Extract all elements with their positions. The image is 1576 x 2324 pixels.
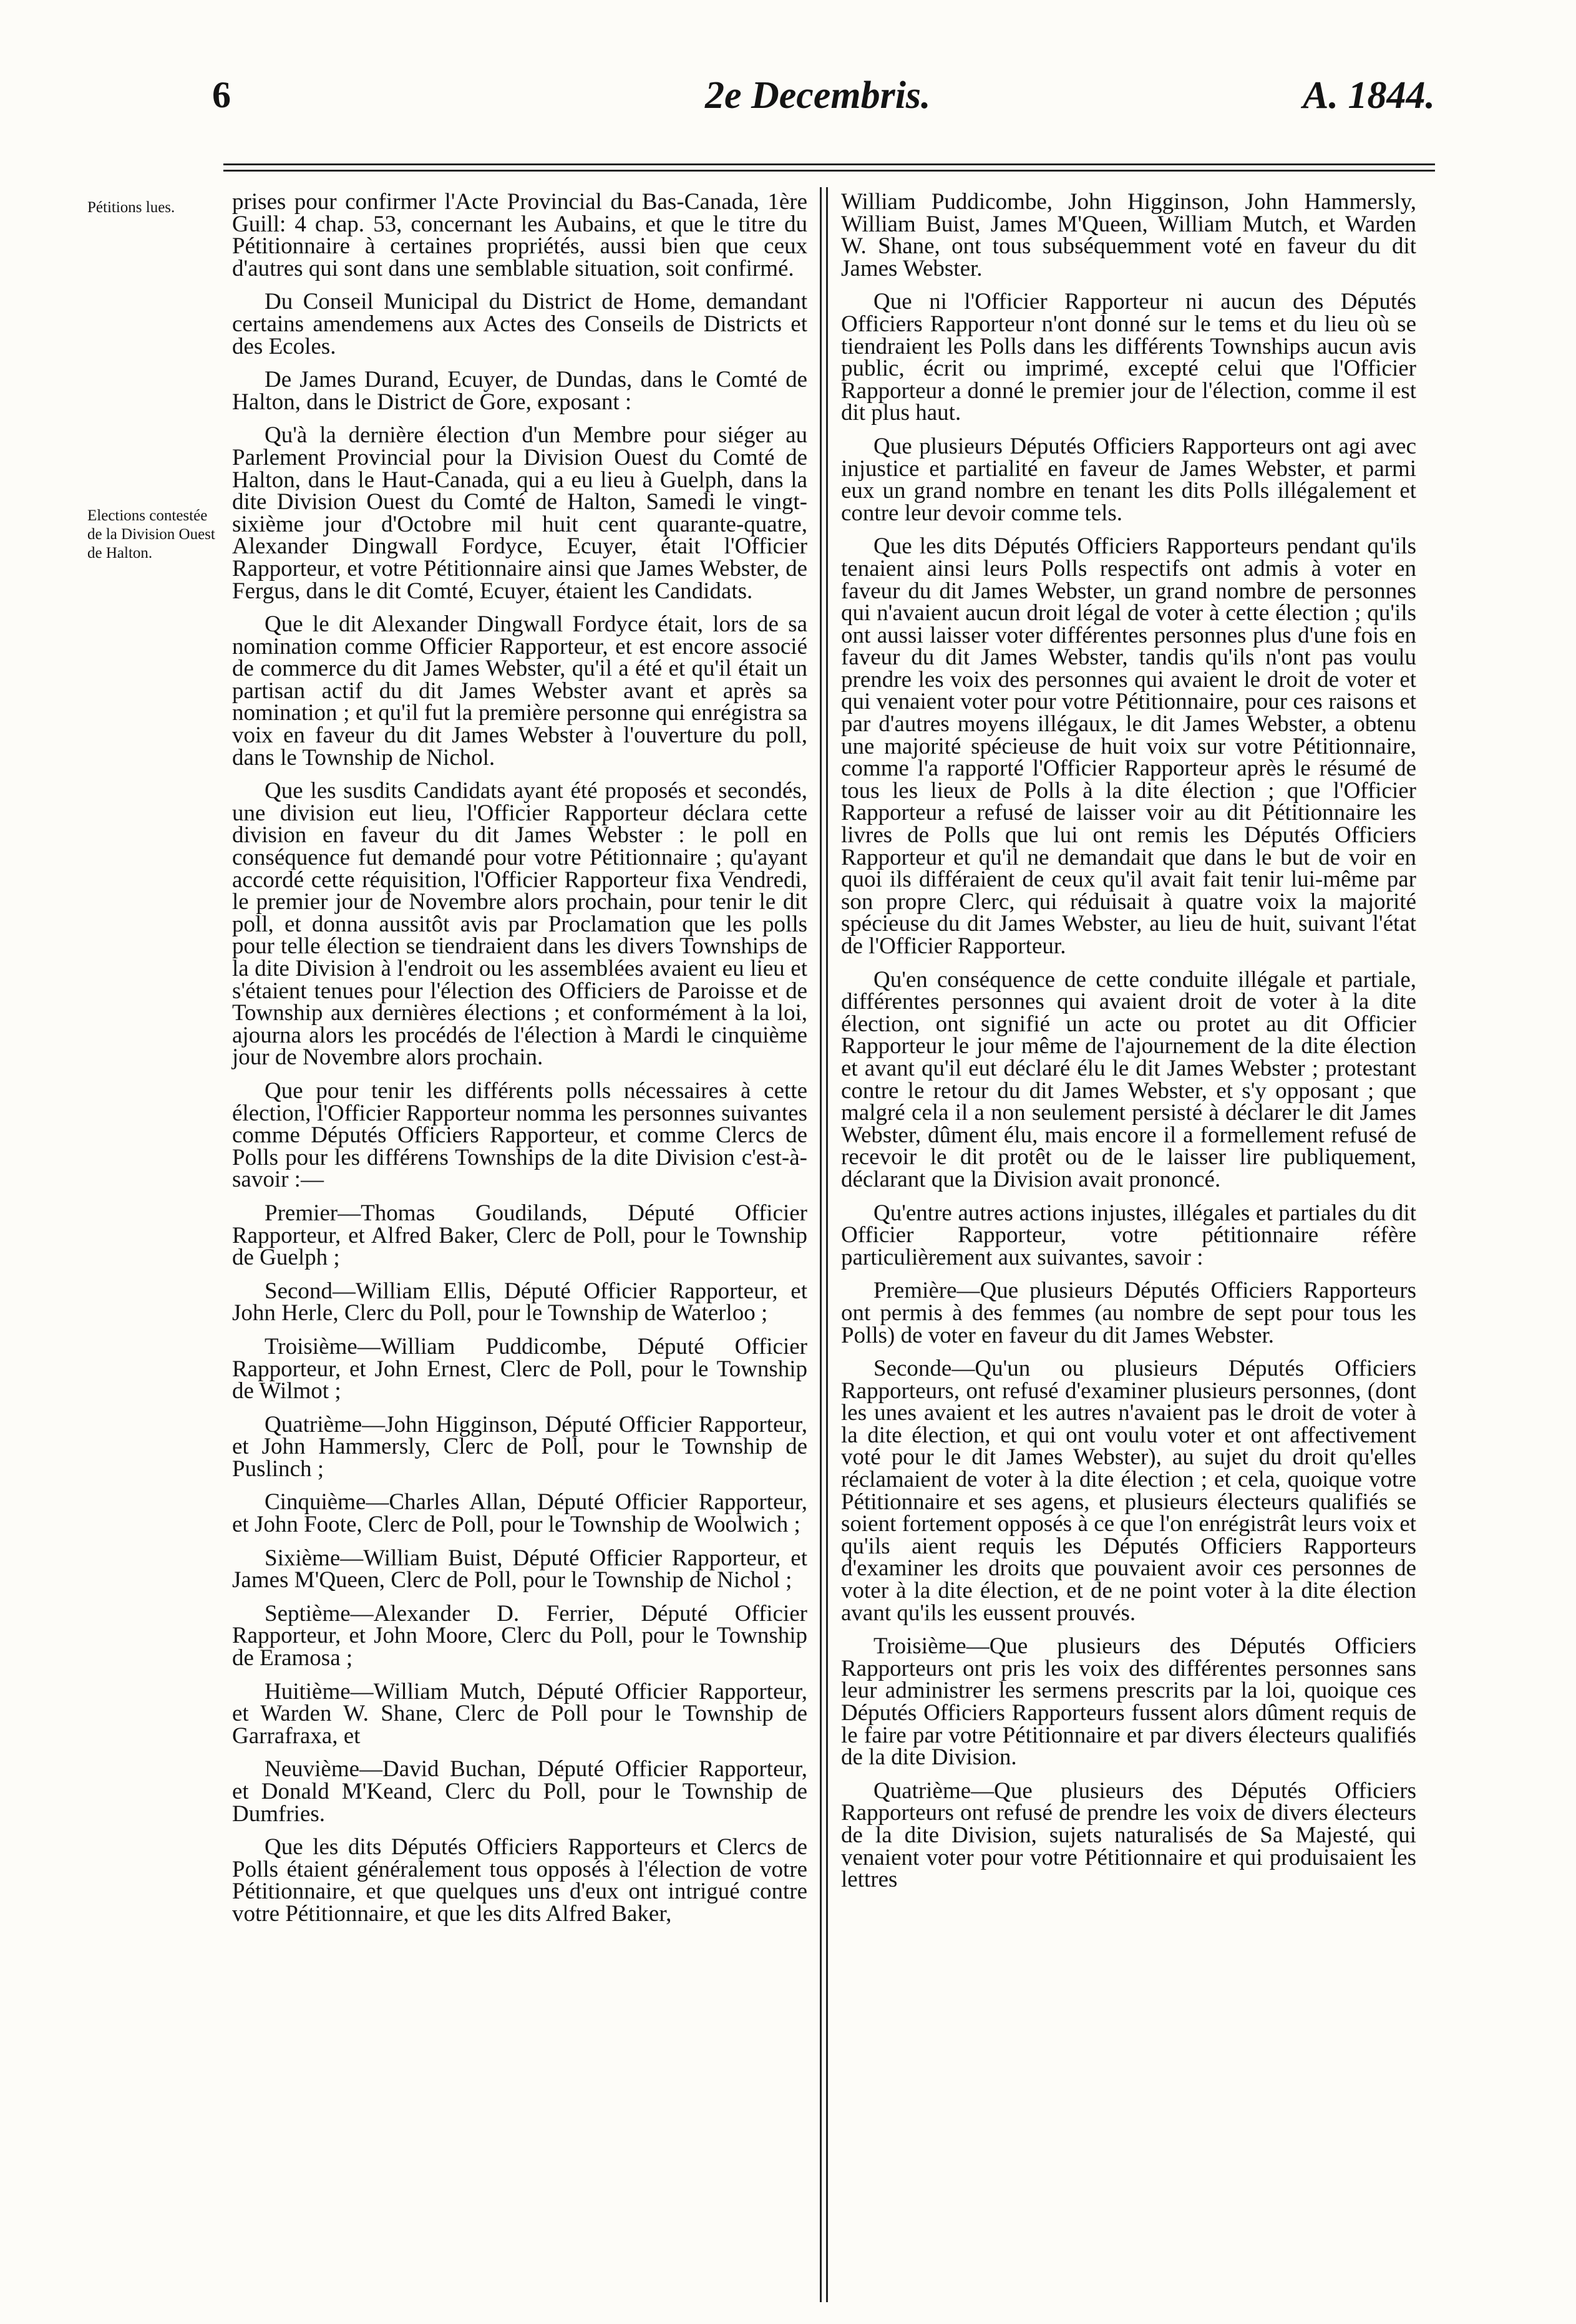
margin-note-petitions: Pétitions lues. — [87, 199, 175, 216]
paragraph: Que ni l'Officier Rapporteur ni aucun des Députés Officiers Rapporteur n'ont donné sur le tems et du lieu où se tiendraient les Polls dans les différents Townships aucun avis public, écrit ou imprimé, excepté celui que l'Officier Rapporteur a donné le premier jour de l'élection, comme il est dit plus haut. — [841, 289, 1416, 426]
page-number: 6 — [212, 74, 231, 115]
header-rule — [223, 163, 1435, 165]
paragraph: De James Durand, Ecuyer, de Dundas, dans le Comté de Halton, dans le District de Gore, exposant : — [232, 367, 807, 415]
paragraph: Que les dits Députés Officiers Rapporteurs pendant qu'ils tenaient ainsi leurs Polls respectifs ont admis à voter en faveur du dit James Webster, un grand nombre de personnes qui n'avaient aucun droit légal de voter à cette élection ; qu'ils ont aussi laisser voter différentes personnes plus d'une fois en faveur du dit James Webster, tandis qu'ils n'ont pas voulu prendre les voix des personnes qui avaient le droit de voter et qui venaient voter pour votre Pétitionnaire, pour ces raisons et par d'autres moyens illégaux, le dit James Webster, a obtenu une majorité spécieuse de huit voix sur votre Pétitionnaire, comme l'a rapporté l'Officier Rapporteur après le résumé de tous les lieux de Polls à la dite élection ; que l'Officier Rapporteur a refusé de laisser voir au dit Pétitionnaire les livres de Polls que lui ont remis les Députés Officiers Rapporteur et qu'il ne demandait que dans le but de voir en quoi ils différaient de ceux qu'il avait fait tenir lui-même par son propre Clerc, qui réduisait à quatre voix la majorité spécieuse du dit James Webster, au lieu de huit, suivant l'état de l'Officier Rapporteur. — [841, 533, 1416, 959]
paragraph: Quatrième—Que plusieurs des Députés Officiers Rapporteurs ont refusé de prendre les voix de divers électeurs de la dite Division, sujets naturalisés de Sa Majesté, qui venaient voter pour votre Pétitionnaire et qui produisaient les lettres — [841, 1777, 1416, 1893]
paragraph: prises pour confirmer l'Acte Provincial du Bas-Canada, 1ère Guill: 4 chap. 53, concernant les Aubains, et que le titre du Pétitionnaire à certaines propriétés, aussi bien que ceux d'autres qui sont dans une semblable situation, soit confirmé. — [232, 189, 807, 281]
column-divider-secondary — [826, 187, 828, 2302]
paragraph: William Puddicombe, John Higginson, John Hammersly, William Buist, James M'Queen, William Mutch, et Warden W. Shane, ont tous subséquemment voté en faveur du dit James Webster. — [841, 189, 1416, 281]
paragraph: Quatrième—John Higginson, Député Officier Rapporteur, et John Hammersly, Clerc de Poll, pour le Township de Puslinch ; — [232, 1411, 807, 1482]
page-header — [212, 74, 1435, 124]
paragraph: Que les susdits Candidats ayant été proposés et secondés, une division eut lieu, l'Officier Rapporteur déclara cette division en faveur du dit James Webster : le poll en conséquence fut demandé pour votre Pétitionnaire ; qu'ayant accordé cette réquisition, l'Officier Rapporteur fixa Vendredi, le premier jour de Novembre alors prochain, pour tenir le dit poll, et donna aussitôt avis par Proclamation que les polls pour telle élection se tiendraient dans les divers Townships de la dite Division à l'endroit ou les assemblées avaient eu lieu et s'étaient tenues pour l'élection des Officiers de Paroisse et de Township aux dernières élections ; et conformément à la loi, ajourna alors les procédés de l'élection à Mardi le cinquième jour de Novembre alors prochain. — [232, 778, 807, 1071]
paragraph: Second—William Ellis, Député Officier Rapporteur, et John Herle, Clerc du Poll, pour le Township de Waterloo ; — [232, 1278, 807, 1326]
paragraph: Qu'en conséquence de cette conduite illégale et partiale, différentes personnes qui avaient droit de voter à la dite élection, ont signifié un acte ou protet au dit Officier Rapporteur le jour même de l'ajournement de la dite élection et avant qu'il eut déclaré élu le dit James Webster ; protestant contre le retour du dit James Webster, et s'y opposant ; que malgré cela il a non seulement persisté à déclarer le dit James Webster, dûment élu, mais encore il a formellement refusé de recevoir le dit protêt ou de le laisser lire publiquement, déclarant que la Division avait prononcé. — [841, 966, 1416, 1192]
paragraph: Qu'à la dernière élection d'un Membre pour siéger au Parlement Provincial pour la Division Ouest du Comté de Halton, dans le Haut-Canada, qui a eu lieu à Guelph, dans la dite Division Ouest du Comté de Halton, Samedi le vingt-sixième jour d'Octobre mil huit cent quarante-quatre, Alexander Dingwall Fordyce, Ecuyer, était l'Officier Rapporteur, et votre Pétitionnaire ainsi que James Webster, de Fergus, dans le dit Comté, Ecuyer, étaient les Candidats. — [232, 422, 807, 604]
paragraph: Seconde—Qu'un ou plusieurs Députés Officiers Rapporteurs, ont refusé d'examiner plusieurs personnes, (dont les unes avaient et les autres n'avaient pas le droit de voter à la dite élection, et qui ont voulu voter et ont affectivement voté pour le dit James Webster), au sujet du droit qu'elles réclamaient de voter à la dite élection ; et cela, quoique votre Pétitionnaire et ses agens, et plusieurs électeurs qualifiés se soient fortement opposés à ce que l'on enrégistrât leurs voix et qu'ils aient requis les Députés Officiers Rapporteurs d'examiner les droits que pouvaient avoir ces personnes de voter à la dite élection, et de ne point voter à la dite élection avant qu'ils les eussent prouvés. — [841, 1356, 1416, 1626]
column-divider — [820, 187, 822, 2302]
paragraph: Que plusieurs Députés Officiers Rapporteurs ont agi avec injustice et partialité en faveur de James Webster, et parmi eux un grand nombre en tenant les dits Polls illégalement et contre leur devoir comme tels. — [841, 433, 1416, 526]
paragraph: Sixième—William Buist, Député Officier Rapporteur, et James M'Queen, Clerc de Poll, pour le Township de Nichol ; — [232, 1545, 807, 1593]
paragraph: Qu'entre autres actions injustes, illégales et partiales du dit Officier Rapporteur, votre pétitionnaire réfère particulièrement aux suivantes, savoir : — [841, 1200, 1416, 1270]
paragraph: Septième—Alexander D. Ferrier, Député Officier Rapporteur, et John Moore, Clerc du Poll, pour le Township de Eramosa ; — [232, 1600, 807, 1671]
left-column — [232, 191, 807, 1937]
right-column — [841, 191, 1416, 1902]
paragraph: Premier—Thomas Goudilands, Député Officier Rapporteur, et Alfred Baker, Clerc de Poll, pour le Township de Guelph ; — [232, 1200, 807, 1271]
paragraph: Cinquième—Charles Allan, Député Officier Rapporteur, et John Foote, Clerc de Poll, pour le Township de Woolwich ; — [232, 1489, 807, 1538]
header-date: 2e Decembris. — [705, 74, 931, 117]
margin-note-elections: Elections contestée de la Division Ouest de Halton. — [87, 507, 215, 562]
paragraph: Troisième—William Puddicombe, Député Officier Rapporteur, et John Ernest, Clerc de Poll, pour le Township de Wilmot ; — [232, 1333, 807, 1404]
paragraph: Du Conseil Municipal du District de Home, demandant certains amendemens aux Actes des Conseils de Districts et des Ecoles. — [232, 289, 807, 359]
paragraph: Que pour tenir les différents polls nécessaires à cette élection, l'Officier Rapporteur nomma les personnes suivantes comme Députés Officiers Rapporteur, et comme Clercs de Polls pour les différens Townships de la dite Division c'est-à-savoir :— — [232, 1077, 807, 1193]
header-rule-secondary — [223, 170, 1435, 172]
paragraph: Troisième—Que plusieurs des Députés Officiers Rapporteurs ont pris les voix des différentes personnes sans leur administrer les sermens prescrits par la loi, quoique ces Députés Officiers Rapporteurs fussent alors dûment requis de le faire par votre Pétitionnaire et par divers électeurs qualifiés de la dite Division. — [841, 1633, 1416, 1771]
paragraph: Huitième—William Mutch, Député Officier Rapporteur, et Warden W. Shane, Clerc de Poll pour le Township de Garrafraxa, et — [232, 1678, 807, 1749]
paragraph: Première—Que plusieurs Députés Officiers Rapporteurs ont permis à des femmes (au nombre de sept pour tous les Polls) de voter en faveur du dit James Webster. — [841, 1278, 1416, 1348]
paragraph: Que le dit Alexander Dingwall Fordyce était, lors de sa nomination comme Officier Rapporteur, et est encore associé de commerce du dit James Webster, qu'il a été et qu'il était un partisan actif du dit James Webster avant et après sa nomination ; et qu'il fut la première personne qui enrégistra sa voix en faveur du dit James Webster à l'ouverture du poll, dans le Township de Nichol. — [232, 611, 807, 771]
header-year: A. 1844. — [1303, 74, 1435, 117]
paragraph: Que les dits Députés Officiers Rapporteurs et Clercs de Polls étaient généralement tous opposés à l'élection de votre Pétitionnaire, et que quelques uns d'eux ont intrigué contre votre Pétitionnaire, et que les dits Alfred Baker, — [232, 1834, 807, 1927]
paragraph: Neuvième—David Buchan, Député Officier Rapporteur, et Donald M'Keand, Clerc du Poll, pour le Township de Dumfries. — [232, 1756, 807, 1827]
